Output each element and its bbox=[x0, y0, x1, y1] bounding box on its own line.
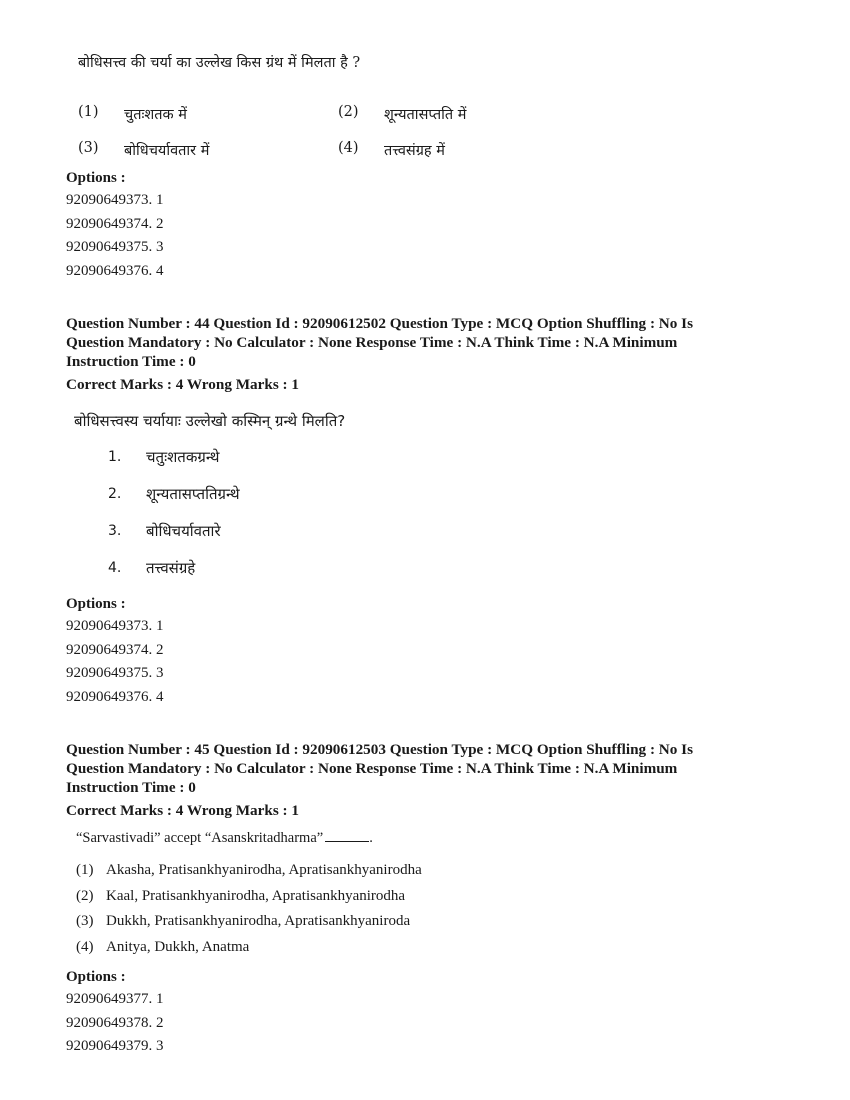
options-section bbox=[66, 969, 164, 1059]
option-id: 92090649376. 4 bbox=[66, 688, 164, 705]
option-text: Akasha, Pratisankhyanirodha, Apratisankhyanirodha bbox=[106, 862, 422, 879]
answer-blank bbox=[325, 841, 369, 842]
option-item bbox=[76, 909, 422, 935]
option-text: तत्त्वसंग्रहे bbox=[146, 558, 196, 577]
option-id: 92090649377. 1 bbox=[66, 991, 164, 1007]
option-id: 92090649379. 3 bbox=[66, 1038, 164, 1054]
question-meta bbox=[66, 314, 786, 394]
option-text: चतुःशतकग्रन्थे bbox=[146, 447, 220, 466]
meta-line: Instruction Time : 0 bbox=[66, 779, 196, 796]
meta-line: Question Number : 45 Question Id : 92090612503 Question Type : MCQ Option Shuffling : No Is bbox=[66, 741, 693, 758]
option-number: (4) bbox=[76, 938, 94, 955]
option-text: चुतःशतक में bbox=[124, 107, 187, 123]
option-item bbox=[338, 104, 598, 124]
option-text: बोधिचर्यावतार में bbox=[124, 143, 210, 159]
option-id: 92090649373. 1 bbox=[66, 192, 164, 208]
option-item bbox=[338, 140, 598, 160]
options-row bbox=[78, 96, 598, 132]
options-label: Options : bbox=[66, 596, 126, 612]
option-id: 92090649376. 4 bbox=[66, 262, 164, 279]
option-item bbox=[108, 549, 240, 586]
option-item bbox=[78, 104, 338, 124]
options-label: Options : bbox=[66, 170, 126, 186]
marks-line: Correct Marks : 4 Wrong Marks : 1 bbox=[66, 376, 299, 393]
option-id-list bbox=[66, 988, 164, 1059]
question-text: “Sarvastivadi” accept “Asanskritadharma” bbox=[76, 830, 324, 846]
options-row bbox=[78, 132, 598, 168]
option-number: (2) bbox=[76, 887, 94, 904]
question-text-hindi: बोधिसत्त्व की चर्या का उल्लेख किस ग्रंथ में मिलता है ? bbox=[78, 55, 361, 71]
option-text: Dukkh, Pratisankhyanirodha, Apratisankhyaniroda bbox=[106, 913, 411, 930]
options-section bbox=[66, 596, 164, 709]
option-id-list bbox=[66, 615, 164, 709]
option-text: शून्यतासप्तति में bbox=[384, 107, 467, 123]
option-id: 92090649374. 2 bbox=[66, 641, 164, 658]
option-number: (3) bbox=[78, 140, 99, 156]
option-number: 4. bbox=[108, 559, 122, 576]
option-number: (2) bbox=[338, 104, 359, 120]
option-item bbox=[108, 512, 240, 549]
option-text: Anitya, Dukkh, Anatma bbox=[106, 938, 250, 955]
marks-line: Correct Marks : 4 Wrong Marks : 1 bbox=[66, 802, 299, 819]
option-id: 92090649373. 1 bbox=[66, 618, 164, 634]
option-id: 92090649378. 2 bbox=[66, 1014, 164, 1031]
question-meta bbox=[66, 740, 786, 820]
question-text-sanskrit: बोधिसत्त्वस्य चर्यायाः उल्लेखो कस्मिन् ग्रन्थे मिलति? bbox=[74, 412, 346, 430]
option-number: (1) bbox=[78, 104, 99, 120]
option-id-list bbox=[66, 189, 164, 283]
question-text-english bbox=[76, 830, 373, 847]
option-text: शून्यतासप्ततिग्रन्थे bbox=[146, 484, 240, 503]
sanskrit-options bbox=[108, 438, 240, 586]
question-end: . bbox=[369, 830, 373, 846]
option-item bbox=[78, 140, 338, 160]
option-number: 1. bbox=[108, 448, 122, 465]
options-label: Options : bbox=[66, 969, 126, 985]
option-text: तत्त्वसंग्रह में bbox=[384, 143, 445, 159]
options-section bbox=[66, 170, 164, 283]
hindi-options-grid bbox=[78, 96, 598, 168]
option-number: (1) bbox=[76, 862, 94, 879]
option-item bbox=[76, 884, 422, 910]
option-item bbox=[76, 858, 422, 884]
option-number: (3) bbox=[76, 913, 94, 930]
option-text: बोधिचर्यावतारे bbox=[146, 521, 221, 540]
option-item bbox=[76, 935, 422, 961]
option-number: (4) bbox=[338, 140, 359, 156]
option-item bbox=[108, 475, 240, 512]
option-number: 2. bbox=[108, 485, 122, 502]
meta-line: Question Mandatory : No Calculator : None Response Time : N.A Think Time : N.A Minimum bbox=[66, 334, 678, 351]
option-id: 92090649375. 3 bbox=[66, 665, 164, 681]
meta-line: Question Number : 44 Question Id : 92090612502 Question Type : MCQ Option Shuffling : No Is bbox=[66, 315, 693, 332]
meta-line: Instruction Time : 0 bbox=[66, 353, 196, 370]
option-item bbox=[108, 438, 240, 475]
option-id: 92090649375. 3 bbox=[66, 239, 164, 255]
option-text: Kaal, Pratisankhyanirodha, Apratisankhyanirodha bbox=[106, 887, 406, 904]
option-number: 3. bbox=[108, 522, 122, 539]
meta-line: Question Mandatory : No Calculator : None Response Time : N.A Think Time : N.A Minimum bbox=[66, 760, 678, 777]
english-options bbox=[76, 858, 422, 960]
option-id: 92090649374. 2 bbox=[66, 215, 164, 232]
